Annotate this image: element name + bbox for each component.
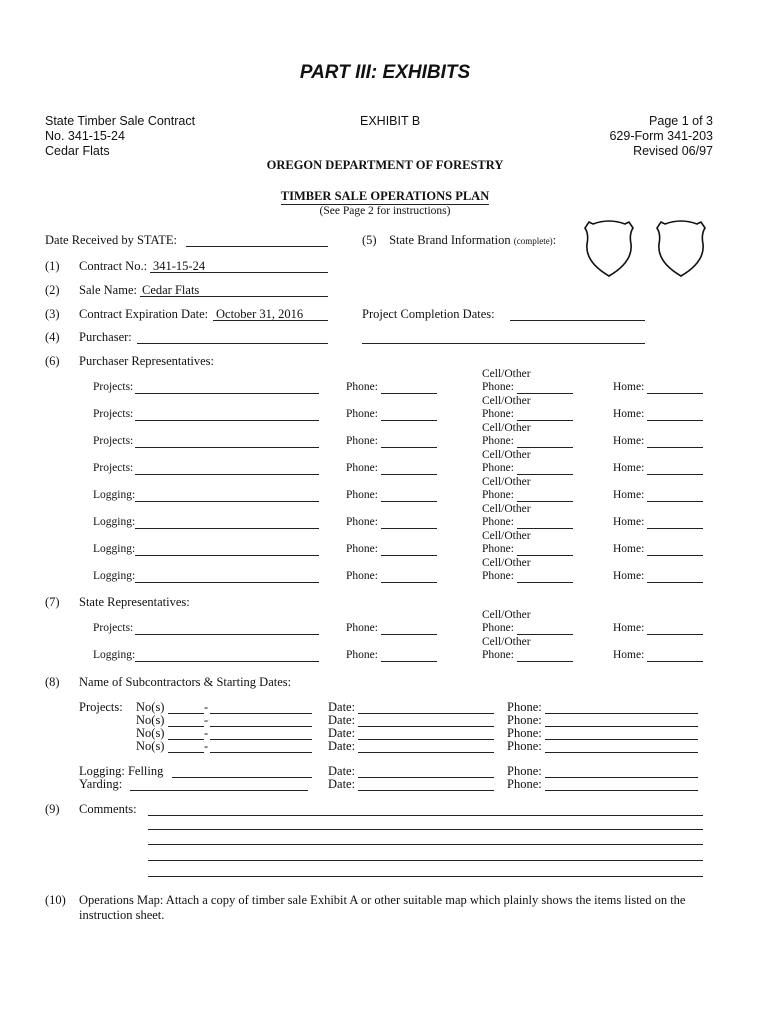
phone-field[interactable]: [381, 582, 437, 583]
home-field[interactable]: [647, 582, 703, 583]
cell-phone-text: Phone:: [482, 622, 514, 634]
date-field[interactable]: [358, 713, 494, 714]
felling-field[interactable]: [172, 777, 312, 778]
phone-label: Phone:: [346, 381, 378, 393]
date-received-label: Date Received by STATE:: [45, 233, 177, 247]
expiration-value: October 31, 2016: [216, 307, 304, 321]
home-field[interactable]: [647, 420, 703, 421]
cell-phone-field[interactable]: [517, 528, 573, 529]
contract-header-right: [609, 114, 713, 159]
phone-field[interactable]: [545, 726, 698, 727]
felling-label: Logging: Felling: [79, 764, 164, 778]
cell-phone-label: [482, 609, 531, 635]
comments-line[interactable]: [148, 829, 703, 830]
contract-no-field[interactable]: [150, 272, 328, 273]
phone-label: Phone:: [507, 726, 542, 740]
brand-note: (complete): [513, 236, 553, 246]
rep-name-field[interactable]: [135, 528, 319, 529]
sale-name-field[interactable]: [140, 296, 328, 297]
home-field[interactable]: [647, 447, 703, 448]
brand-number: (5): [362, 233, 377, 247]
date-label: Date:: [328, 764, 356, 778]
home-field[interactable]: [647, 634, 703, 635]
home-field[interactable]: [647, 555, 703, 556]
rep-name-field[interactable]: [135, 501, 319, 502]
phone-field[interactable]: [381, 661, 437, 662]
cell-phone-label: [482, 368, 531, 394]
phone-label: Phone:: [346, 462, 378, 474]
item-9-number: (9): [45, 802, 60, 816]
phone-label: Phone:: [507, 777, 542, 791]
rep-name-field[interactable]: [135, 447, 319, 448]
cell-other-label: Cell/Other: [482, 368, 531, 380]
cell-phone-text: Phone:: [482, 570, 514, 582]
completion-field[interactable]: [510, 320, 645, 321]
cell-other-label: Cell/Other: [482, 557, 531, 569]
exhibit-label: EXHIBIT B: [360, 114, 421, 128]
comments-line[interactable]: [148, 844, 703, 845]
subcontractor-name-field[interactable]: [210, 726, 312, 727]
rep-name-field[interactable]: [135, 555, 319, 556]
home-label: Home:: [613, 435, 645, 447]
phone-label: Phone:: [346, 622, 378, 634]
dash: -: [204, 700, 209, 714]
phone-label: Phone:: [346, 543, 378, 555]
cell-other-label: Cell/Other: [482, 422, 531, 434]
phone-field[interactable]: [381, 501, 437, 502]
item-8-number: (8): [45, 675, 60, 689]
phone-field[interactable]: [545, 713, 698, 714]
rep-name-field[interactable]: [135, 393, 319, 394]
phone-label: Phone:: [346, 570, 378, 582]
form-number: 629-Form 341-203: [609, 129, 713, 143]
cell-phone-field[interactable]: [517, 555, 573, 556]
sale-name-label: Sale Name:: [79, 283, 137, 297]
brand-colon: :: [552, 233, 557, 247]
cell-other-label: Cell/Other: [482, 636, 531, 648]
cell-phone-label: [482, 530, 531, 556]
cell-phone-text: Phone:: [482, 408, 514, 420]
cell-phone-field[interactable]: [517, 661, 573, 662]
rep-name-field[interactable]: [135, 661, 319, 662]
cell-other-label: Cell/Other: [482, 530, 531, 542]
contract-type: State Timber Sale Contract: [45, 114, 196, 128]
completion-label: Project Completion Dates:: [362, 307, 495, 321]
purchaser-reps-label: Purchaser Representatives:: [79, 354, 215, 368]
date-field[interactable]: [358, 752, 494, 753]
nos-label: No(s): [136, 739, 165, 753]
cell-other-label: Cell/Other: [482, 476, 531, 488]
cell-phone-field[interactable]: [517, 501, 573, 502]
comments-line[interactable]: [148, 860, 703, 861]
cell-other-label: Cell/Other: [482, 609, 531, 621]
page-title: PART III: EXHIBITS: [299, 62, 471, 83]
cell-phone-text: Phone:: [482, 516, 514, 528]
cell-phone-text: Phone:: [482, 649, 514, 661]
cell-phone-field[interactable]: [517, 393, 573, 394]
contract-no-label: Contract No.:: [79, 259, 148, 273]
cell-phone-label: [482, 557, 531, 583]
phone-label: Phone:: [507, 700, 542, 714]
subs-projects-label: Projects:: [79, 700, 123, 714]
plan-title: [0, 189, 770, 205]
cell-phone-field[interactable]: [517, 634, 573, 635]
nos-label: No(s): [136, 726, 165, 740]
item-6-number: (6): [45, 354, 60, 368]
purchaser-field[interactable]: [137, 343, 328, 344]
comments-line[interactable]: [148, 876, 703, 877]
dash: -: [204, 739, 209, 753]
date-label: Date:: [328, 739, 356, 753]
item-1-number: (1): [45, 259, 60, 273]
home-label: Home:: [613, 516, 645, 528]
phone-label: Phone:: [507, 764, 542, 778]
contract-no-value: 341-15-24: [153, 259, 206, 273]
cell-phone-label: [482, 449, 531, 475]
date-field[interactable]: [358, 739, 494, 740]
item-7-number: (7): [45, 595, 60, 609]
cell-phone-text: Phone:: [482, 543, 514, 555]
agency-name: OREGON DEPARTMENT OF FORESTRY: [266, 158, 504, 172]
rep-role-label: Logging:: [93, 570, 136, 582]
date-label: Date:: [328, 726, 356, 740]
cell-other-label: Cell/Other: [482, 395, 531, 407]
subcontractors-label: Name of Subcontractors & Starting Dates:: [79, 675, 292, 689]
cell-other-label: Cell/Other: [482, 449, 531, 461]
date-label: Date:: [328, 700, 356, 714]
rep-role-label: Projects:: [93, 435, 134, 447]
cell-phone-field[interactable]: [517, 474, 573, 475]
rep-name-field[interactable]: [135, 420, 319, 421]
home-field[interactable]: [647, 501, 703, 502]
home-label: Home:: [613, 570, 645, 582]
home-field[interactable]: [647, 528, 703, 529]
purchaser-label: Purchaser:: [79, 330, 132, 344]
item-4-number: (4): [45, 330, 60, 344]
expiration-field[interactable]: [213, 320, 328, 321]
dash: -: [204, 713, 209, 727]
rep-role-label: Projects:: [93, 462, 134, 474]
cell-phone-label: [482, 636, 531, 662]
cell-phone-label: [482, 395, 531, 421]
phone-label: Phone:: [507, 739, 542, 753]
home-field[interactable]: [647, 393, 703, 394]
phone-field[interactable]: [545, 739, 698, 740]
nos-field[interactable]: [168, 739, 204, 740]
date-label: Date:: [328, 777, 356, 791]
date-field[interactable]: [358, 726, 494, 727]
cell-phone-field[interactable]: [517, 582, 573, 583]
contract-header-left: [45, 114, 195, 159]
home-label: Home:: [613, 543, 645, 555]
phone-label: Phone:: [346, 516, 378, 528]
comments-label: Comments:: [79, 802, 137, 816]
sale-name-value: Cedar Flats: [142, 283, 200, 297]
phone-field[interactable]: [381, 447, 437, 448]
home-field[interactable]: [647, 661, 703, 662]
cell-phone-field[interactable]: [517, 447, 573, 448]
phone-field[interactable]: [381, 420, 437, 421]
page-number: Page 1 of 3: [649, 114, 713, 128]
yarding-field[interactable]: [130, 790, 308, 791]
rep-name-field[interactable]: [135, 582, 319, 583]
home-label: Home:: [613, 462, 645, 474]
operations-map-text-2: instruction sheet.: [79, 908, 165, 922]
phone-label: Phone:: [346, 649, 378, 661]
cell-phone-label: [482, 503, 531, 529]
yarding-label: Yarding:: [79, 777, 123, 791]
date-received-field[interactable]: [186, 246, 328, 247]
plan-title-text: TIMBER SALE OPERATIONS PLAN: [280, 189, 490, 203]
dash: -: [204, 726, 209, 740]
nos-label: No(s): [136, 713, 165, 727]
subcontractor-name-field[interactable]: [210, 752, 312, 753]
cell-phone-label: [482, 476, 531, 502]
home-label: Home:: [613, 622, 645, 634]
subcontractor-name-field[interactable]: [210, 713, 312, 714]
brand-shield-icon[interactable]: [655, 218, 707, 280]
cell-other-label: Cell/Other: [482, 503, 531, 515]
subcontractor-name-field[interactable]: [210, 739, 312, 740]
cell-phone-field[interactable]: [517, 420, 573, 421]
phone-label: Phone:: [507, 713, 542, 727]
rep-role-label: Projects:: [93, 408, 134, 420]
nos-field[interactable]: [168, 726, 204, 727]
rep-role-label: Logging:: [93, 649, 136, 661]
phone-field[interactable]: [381, 555, 437, 556]
rep-role-label: Projects:: [93, 381, 134, 393]
phone-field[interactable]: [381, 634, 437, 635]
contract-sale-name: Cedar Flats: [45, 144, 110, 158]
phone-field[interactable]: [545, 777, 698, 778]
home-label: Home:: [613, 381, 645, 393]
home-field[interactable]: [647, 474, 703, 475]
nos-field[interactable]: [168, 713, 204, 714]
cell-phone-text: Phone:: [482, 381, 514, 393]
date-field[interactable]: [358, 777, 494, 778]
phone-label: Phone:: [346, 435, 378, 447]
date-label: Date:: [328, 713, 356, 727]
contract-number: No. 341-15-24: [45, 129, 125, 143]
nos-field[interactable]: [168, 752, 204, 753]
home-label: Home:: [613, 408, 645, 420]
item-10-number: (10): [45, 893, 66, 907]
expiration-label: Contract Expiration Date:: [79, 307, 209, 321]
phone-field[interactable]: [381, 528, 437, 529]
rep-name-field[interactable]: [135, 634, 319, 635]
operations-map-text-1: Operations Map: Attach a copy of timber sale Exhibit A or other suitable map which plainly shows the items listed on the: [79, 893, 686, 907]
rep-name-field[interactable]: [135, 474, 319, 475]
cell-phone-text: Phone:: [482, 489, 514, 501]
brand-label: State Brand Information: [389, 233, 511, 247]
cell-phone-label: [482, 422, 531, 448]
phone-field[interactable]: [545, 790, 698, 791]
rep-role-label: Projects:: [93, 622, 134, 634]
comments-line[interactable]: [148, 815, 703, 816]
brand-shield-icon[interactable]: [583, 218, 635, 280]
date-field[interactable]: [358, 790, 494, 791]
nos-label: No(s): [136, 700, 165, 714]
brand-info: [362, 233, 556, 248]
item-2-number: (2): [45, 283, 60, 297]
phone-field[interactable]: [545, 752, 698, 753]
state-reps-label: State Representatives:: [79, 595, 190, 609]
rep-role-label: Logging:: [93, 489, 136, 501]
phone-field[interactable]: [381, 474, 437, 475]
phone-field[interactable]: [381, 393, 437, 394]
item-3-number: (3): [45, 307, 60, 321]
home-label: Home:: [613, 649, 645, 661]
completion-field-2[interactable]: [362, 343, 645, 344]
phone-label: Phone:: [346, 408, 378, 420]
revision-date: Revised 06/97: [633, 144, 713, 158]
phone-label: Phone:: [346, 489, 378, 501]
plan-subtitle: (See Page 2 for instructions): [319, 205, 451, 217]
rep-role-label: Logging:: [93, 543, 136, 555]
cell-phone-text: Phone:: [482, 462, 514, 474]
home-label: Home:: [613, 489, 645, 501]
rep-role-label: Logging:: [93, 516, 136, 528]
cell-phone-text: Phone:: [482, 435, 514, 447]
